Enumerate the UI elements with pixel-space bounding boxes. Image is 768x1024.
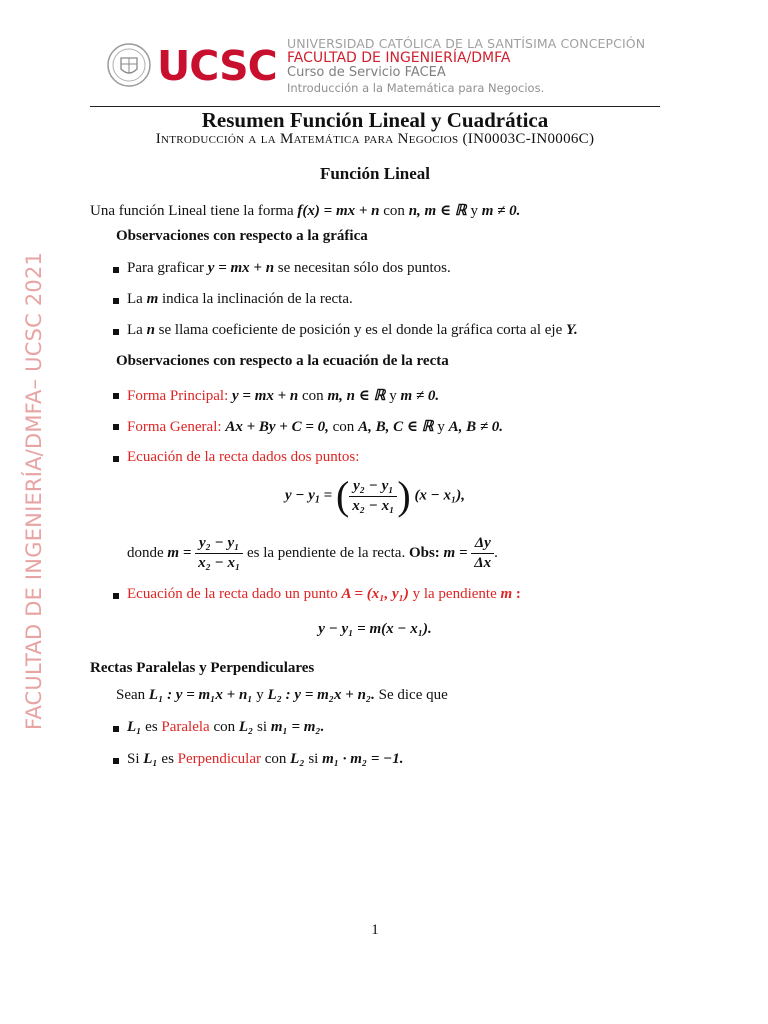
sean-line: Sean L₁ : y = m₁x + n₁ y L₂ : y = m₂x + n₂. Se dice que: [116, 687, 448, 703]
heading-obs-ecuacion: Observaciones con respecto a la ecuación de la recta: [116, 353, 449, 369]
bullet-marker: [113, 393, 119, 399]
list-item: La n se llama coeficiente de posición y es el donde la gráfica corta al eje Y.: [127, 322, 578, 338]
intro-line: Una función Lineal tiene la forma f(x) = mx + n con n, m ∈ ℝ y m ≠ 0.: [90, 203, 521, 219]
header-rule: [90, 106, 660, 107]
bullet-marker: [113, 267, 119, 273]
header-university: UNIVERSIDAD CATÓLICA DE LA SANTÍSIMA CONCEPCIÓN: [287, 36, 646, 51]
header-subject: Introducción a la Matemática para Negocios.: [287, 81, 545, 95]
section-title: Función Lineal: [319, 164, 431, 183]
bullet-marker: [113, 456, 119, 462]
page-title: Resumen Función Lineal y Cuadrática: [201, 108, 549, 132]
list-item-dos-puntos: Ecuación de la recta dados dos puntos:: [127, 449, 360, 465]
bullet-marker: [113, 758, 119, 764]
list-item: La m indica la inclinación de la recta.: [127, 291, 353, 307]
header-faculty: FACULTAD DE INGENIERÍA/DMFA: [287, 50, 511, 66]
list-item-paralela: L₁ es Paralela con L₂ si m₁ = m₂.: [127, 719, 325, 735]
bullet-marker: [113, 329, 119, 335]
list-item-punto-pendiente: Ecuación de la recta dado un punto A = (x₁, y₁) y la pendiente m :: [127, 586, 521, 602]
page-subtitle: Introducción a la Matemática para Negocios (IN0003C-IN0006C): [155, 131, 595, 147]
sidebar-watermark: FACULTAD DE INGENIERÍA/DMFA– UCSC 2021: [22, 251, 46, 730]
list-item-forma-principal: Forma Principal: y = mx + n con m, n ∈ ℝ y m ≠ 0.: [127, 388, 440, 404]
university-seal-icon: [106, 42, 152, 88]
list-item-forma-general: Forma General: Ax + By + C = 0, con A, B, C ∈ ℝ y A, B ≠ 0.: [127, 419, 504, 435]
heading-obs-grafica: Observaciones con respecto a la gráfica: [116, 228, 368, 244]
ucsc-logo-text: UCSC: [157, 42, 277, 90]
list-item: Para graficar y = mx + n se necesitan sólo dos puntos.: [127, 260, 451, 276]
formula-dos-puntos: $y - y_1$ = ( $\frac{\text{y₂ − y₁}}{\text{x₂ − x₁}}$ ) (x − x₁),: [285, 473, 465, 518]
bullet-marker: [113, 726, 119, 732]
header-course: Curso de Servicio FACEA: [287, 65, 446, 80]
bullet-marker: [113, 593, 119, 599]
list-item-perpendicular: Si L₁ es Perpendicular con L₂ si m₁ · m₂ = −1.: [127, 751, 404, 767]
pendiente-line: donde m = $\frac{\text{y₂ − y₁}}{\text{x₂ − x₁}}$ es la pendiente de la recta. Obs: m = $\frac{\Delta y}{\Delta x}$ .: [127, 535, 498, 571]
formula-punto-pendiente: y − y₁ = m(x − x₁).: [318, 621, 432, 637]
bullet-marker: [113, 424, 119, 430]
bullet-marker: [113, 298, 119, 304]
heading-paralelas: Rectas Paralelas y Perpendiculares: [90, 660, 315, 676]
page-number: 1: [371, 922, 379, 938]
